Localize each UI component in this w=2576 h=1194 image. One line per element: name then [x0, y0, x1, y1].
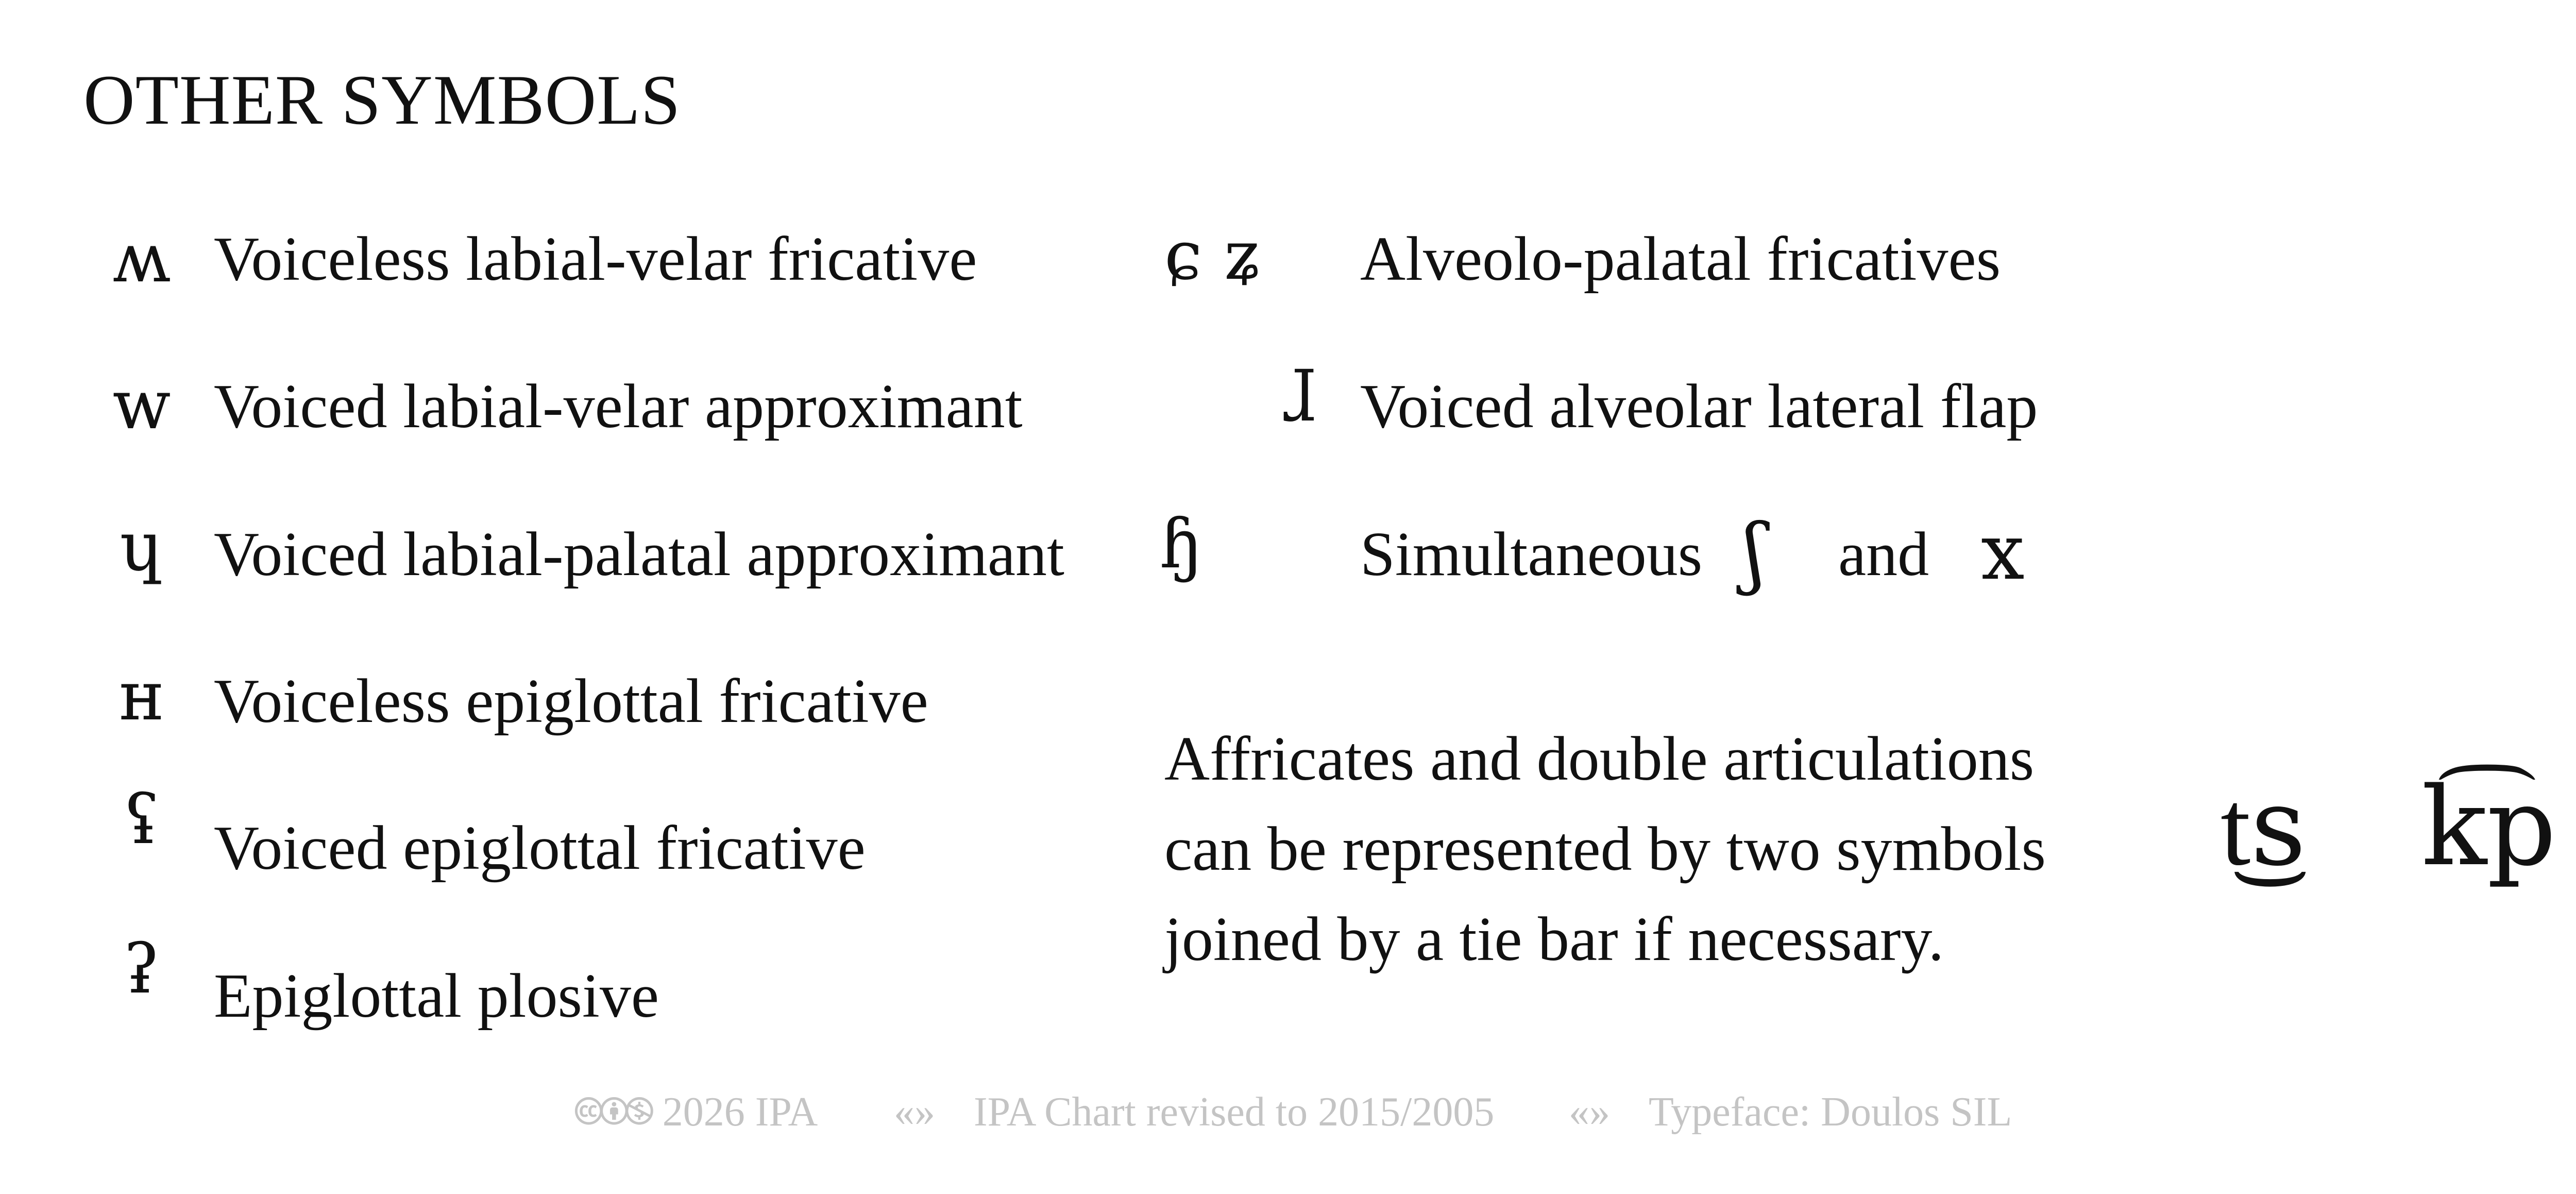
- footer-license: 🅭🅯🄏 2026 IPA: [576, 1089, 818, 1135]
- symbol-voiced-epiglottal-fricative: ʢ: [123, 780, 160, 860]
- label-alveolo-palatal-fricatives: Alveolo-palatal fricatives: [1360, 224, 2001, 294]
- affricates-line: joined by a tie bar if necessary.: [1164, 904, 1944, 974]
- symbol-voiceless-epiglottal-fricative: ʜ: [119, 657, 164, 736]
- footer-typeface: Typeface: Doulos SIL: [1649, 1089, 2012, 1135]
- label-and: and: [1838, 519, 1929, 589]
- tie-bar-example-above: k͡p: [2421, 764, 2556, 890]
- affricates-line: can be represented by two symbols: [1164, 814, 2046, 884]
- symbol-voiced-alveolar-lateral-flap: ɺ: [1281, 358, 1316, 437]
- label-epiglottal-plosive: Epiglottal plosive: [214, 961, 659, 1031]
- footer-separator: «»: [1569, 1089, 1610, 1135]
- label-voiced-labial-palatal-approximant: Voiced labial-palatal approximant: [214, 519, 1064, 589]
- label-voiceless-epiglottal-fricative: Voiceless epiglottal fricative: [214, 666, 928, 736]
- glyph-x: x: [1981, 508, 2025, 597]
- tie-bar-example-below: t͜s: [2221, 764, 2307, 890]
- symbol-voiced-labial-palatal-approximant: ɥ: [120, 507, 164, 586]
- label-simultaneous: Simultaneous: [1360, 519, 1703, 589]
- label-voiceless-labial-velar-fricative: Voiceless labial-velar fricative: [214, 224, 977, 294]
- symbol-simultaneous-esh-x: ɧ: [1159, 504, 1204, 584]
- symbol-voiced-labial-velar-approximant: w: [112, 365, 171, 445]
- glyph-esh: ʃ: [1744, 508, 1765, 597]
- symbol-epiglottal-plosive: ʡ: [123, 930, 160, 1009]
- label-voiced-alveolar-lateral-flap: Voiced alveolar lateral flap: [1360, 372, 2038, 441]
- footer-revision: IPA Chart revised to 2015/2005: [974, 1089, 1495, 1135]
- footer-separator: «»: [894, 1089, 935, 1135]
- symbol-voiceless-labial-velar-fricative: ʍ: [112, 218, 171, 298]
- affricates-note: [1164, 714, 2046, 984]
- label-voiced-epiglottal-fricative: Voiced epiglottal fricative: [214, 813, 866, 883]
- symbols-alveolo-palatal-fricatives: ɕ ʑ: [1164, 216, 1262, 295]
- section-heading: OTHER SYMBOLS: [83, 60, 681, 139]
- affricates-line: Affricates and double articulations: [1164, 724, 2035, 794]
- label-voiced-labial-velar-approximant: Voiced labial-velar approximant: [214, 372, 1023, 441]
